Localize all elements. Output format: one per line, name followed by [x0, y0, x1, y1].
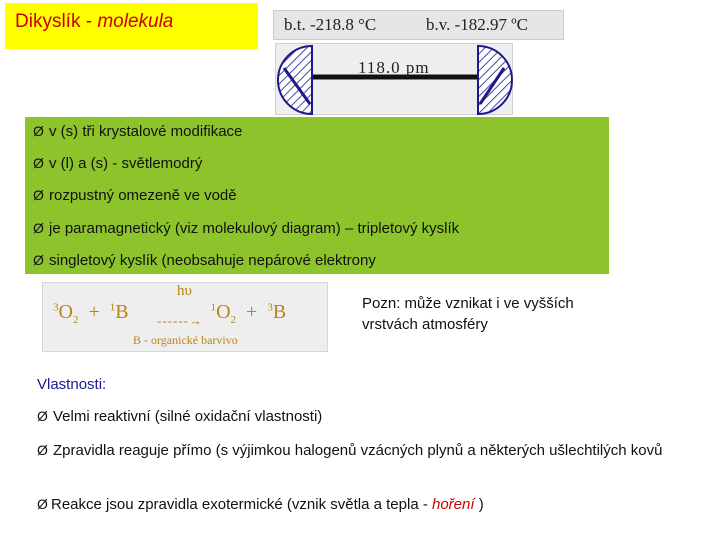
molecule-diagram	[275, 43, 513, 115]
melting-point-text: b.v. -182.97 ºC	[426, 15, 528, 34]
section-heading: Vlastnosti:	[37, 376, 107, 393]
list-item: Ø Reakce jsou zpravidla exotermické (vznik světla a tepla - hoření )	[37, 496, 484, 513]
list-item: Ø singletový kyslík (neobsahuje nepárové elektrony	[33, 252, 376, 269]
list-item: Ø Zpravidla reaguje přímo (s výjimkou halogenů vzácných plynů a některých ušlechtilých kovů	[37, 442, 663, 459]
list-item: Ø v (s) tři krystalové modifikace	[33, 123, 243, 140]
arrow-bullet-icon: Ø	[33, 220, 44, 236]
o2-molecule-drawing	[276, 44, 514, 116]
title-italic: molekula	[97, 11, 174, 32]
reaction-equation	[42, 282, 328, 352]
list-item: Ø rozpustný omezeně ve vodě	[33, 187, 237, 204]
boiling-point-text: b.t. -218.8 °C	[284, 15, 377, 34]
title-plain: Dikyslík -	[15, 11, 98, 32]
equation-formula: $^3O_2 + ^1B$ $^1O_2 + ^3B$	[53, 301, 287, 326]
reaction-arrow: ------→	[157, 313, 203, 328]
arrow-bullet-icon: Ø	[33, 252, 44, 268]
arrow-bullet-icon: Ø	[37, 442, 48, 458]
equation-note: B - organické barvivo	[133, 333, 238, 347]
highlight-word: hoření	[432, 496, 475, 513]
arrow-bullet-icon: Ø	[33, 155, 44, 171]
arrow-bullet-icon: Ø	[33, 123, 44, 139]
arrow-bullet-icon: Ø	[33, 187, 44, 203]
arrow-bullet-icon: Ø	[37, 496, 48, 512]
physical-properties-box	[273, 10, 564, 40]
list-item: Ø v (l) a (s) - světlemodrý	[33, 155, 203, 172]
atmosphere-note: Pozn: může vznikat i ve vyšších vrstvách atmosféry	[362, 295, 574, 333]
photon-symbol: hυ	[177, 283, 192, 299]
list-item: Ø je paramagnetický (viz molekulový diagram) – tripletový kyslík	[33, 220, 460, 237]
arrow-bullet-icon: Ø	[37, 408, 48, 424]
list-item: Ø Velmi reaktivní (silné oxidační vlastnosti)	[37, 408, 323, 425]
bond-length-label: 118.0 pm	[358, 58, 430, 77]
properties-list	[25, 117, 609, 274]
page-title	[5, 3, 258, 49]
